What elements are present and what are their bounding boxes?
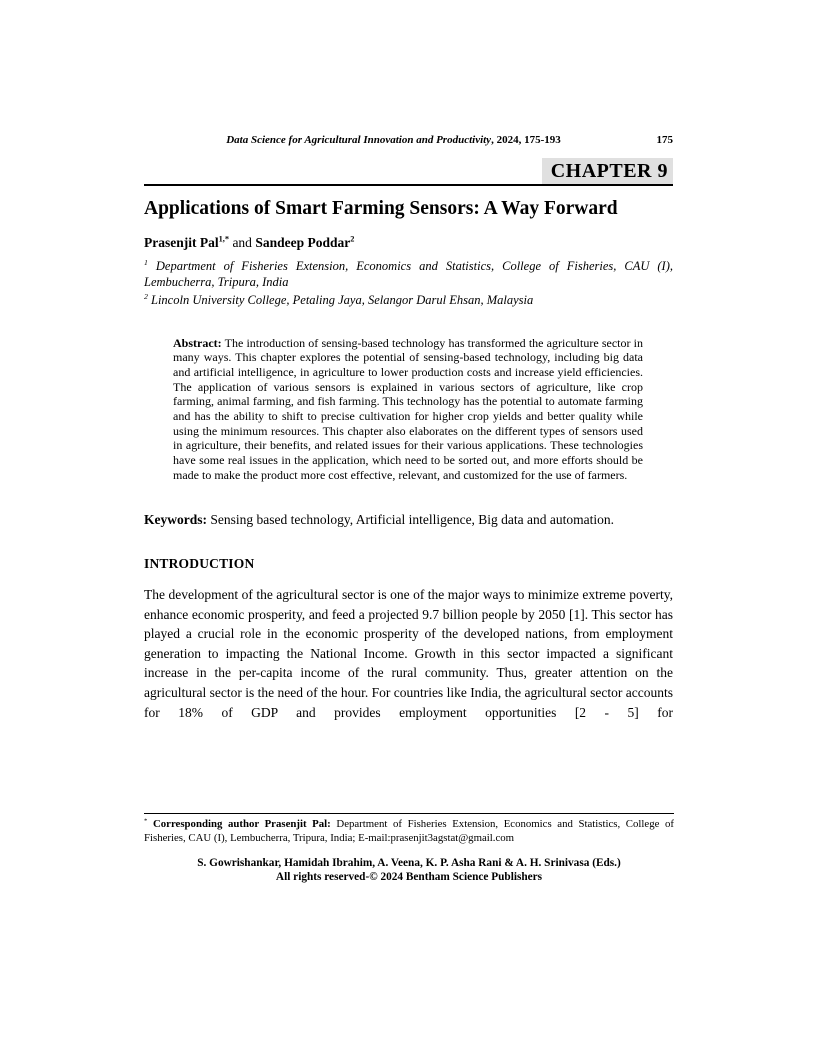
- imprint-editors: S. Gowrishankar, Hamidah Ibrahim, A. Veena, K. P. Asha Rani & A. H. Srinivasa (Eds.): [197, 857, 621, 869]
- page-number: 175: [656, 134, 673, 146]
- footnote-text: Department of Fisheries Extension, Economics and Statistics, College of Fisheries, CAU (I), Lembucherra, Tripura, India; E-mail:prasenjit3agstat@gmail.com: [144, 818, 674, 844]
- introduction-paragraph: The development of the agricultural sector is one of the major ways to minimize extreme poverty, enhance economic prosperity, and feed a projected 9.7 billion people by 2050 [1]. This sector has played a crucial role in the economic prosperity of the developed nations, from employment generation to impacting the National Income. Growth in this sector impacted a significant increase in the per-capita income of the rural community. Thus, greater attention on the agricultural sector is the need of the hour. For countries like India, the agricultural sector accounts for 18% of GDP and provides employment opportunities [2 - 5] for: [144, 587, 673, 720]
- section-heading-introduction: INTRODUCTION: [144, 556, 255, 572]
- author-2-superscript: 2: [350, 234, 355, 244]
- affiliation-2-superscript: 2: [144, 291, 148, 301]
- corresponding-author-footnote: [144, 813, 674, 845]
- imprint-block: [144, 856, 674, 884]
- footnote-marker: *: [144, 817, 148, 825]
- page-content: [144, 0, 673, 722]
- authors-connector: and: [229, 235, 256, 250]
- paper-title: Applications of Smart Farming Sensors: A Way Forward: [144, 198, 618, 219]
- author-1: Prasenjit Pal$^{1,*}$: [144, 234, 230, 250]
- author-1-superscript: 1,*: [218, 234, 230, 244]
- author-2: Sandeep Poddar$^2$: [255, 234, 355, 250]
- affiliation-1: [144, 259, 673, 290]
- authors-line: [144, 234, 673, 251]
- affiliation-2-text: Lincoln University College, Petaling Jaya, Selangor Darul Ehsan, Malaysia: [147, 293, 534, 307]
- affiliation-1-text: Department of Fisheries Extension, Economics and Statistics, College of Fisheries, CAU (I), Lembucherra, Tripura, India: [144, 259, 673, 289]
- chapter-badge: CHAPTER 9: [542, 158, 673, 184]
- affiliations: [144, 259, 673, 309]
- running-header-journal: Data Science for Agricultural Innovation and Productivity: [226, 134, 492, 146]
- affiliation-1-superscript: 1: [144, 257, 148, 267]
- keywords-label: Keywords:: [144, 511, 207, 527]
- abstract-block: [173, 336, 643, 483]
- keywords-text: Sensing based technology, Artificial intelligence, Big data and automation.: [207, 511, 615, 527]
- affiliation-2: [144, 293, 673, 309]
- running-header-suffix: , 2024, 175-193: [491, 134, 561, 146]
- abstract-label: Abstract:: [173, 335, 222, 350]
- abstract-text: The introduction of sensing-based technology has transformed the agriculture sector in many ways. This chapter explores the potential of sensing-based technology, including big data and artificial intelligence, in agriculture to lower production costs and increase yield efficiencies. The application of various sensors is explained in various sectors of agriculture, like crop farming, animal farming, and fish farming. This technology has the potential to automate farming and has the ability to shift to precise cultivation for higher crop yields and better quality while using the minimum resources. This chapter also elaborates on the different types of sensors used in agriculture, their benefits, and related issues for their various applications. These technologies have some real issues in the application, which need to be sorted out, and more efforts should be made to make the product more cost effective, relevant, and customized for the use of farmers.: [173, 335, 643, 482]
- running-header: [144, 133, 673, 147]
- keywords-block: [144, 510, 673, 530]
- footnote-label: Corresponding author Prasenjit Pal:: [147, 818, 331, 830]
- chapter-row: [144, 158, 673, 186]
- imprint-rights: All rights reserved-© 2024 Bentham Science Publishers: [275, 871, 543, 883]
